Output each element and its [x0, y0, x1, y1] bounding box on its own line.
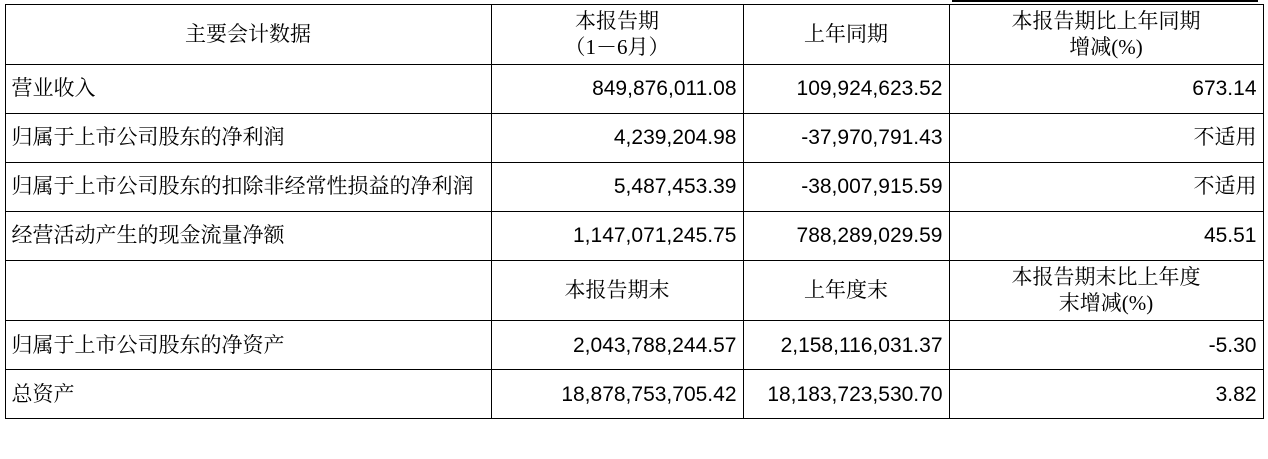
column-header-change — [949, 5, 1263, 65]
subheader-change — [949, 261, 1263, 321]
cell-net-assets-period: 2,043,788,244.57 — [491, 321, 743, 370]
row-label-net-profit: 归属于上市公司股东的净利润 — [5, 114, 491, 163]
column-header-period-line1: 本报告期 — [575, 9, 659, 33]
cell-net-profit-prev: -37,970,791.43 — [743, 114, 949, 163]
row-label-total-assets: 总资产 — [5, 370, 491, 419]
table-row — [5, 65, 1263, 114]
table-row — [5, 163, 1263, 212]
table-header-row — [5, 5, 1263, 65]
subheader-change-line2: 末增减(%) — [1058, 290, 1154, 315]
row-label-net-assets: 归属于上市公司股东的净资产 — [5, 321, 491, 370]
column-header-period — [491, 5, 743, 65]
table-row — [5, 114, 1263, 163]
cell-net-profit-change: 不适用 — [949, 114, 1263, 163]
table-subheader-row — [5, 261, 1263, 321]
cell-net-profit-deducted-prev: -38,007,915.59 — [743, 163, 949, 212]
cell-revenue-prev: 109,924,623.52 — [743, 65, 949, 114]
row-label-net-profit-deducted: 归属于上市公司股东的扣除非经常性损益的净利润 — [5, 163, 491, 212]
cell-net-profit-period: 4,239,204.98 — [491, 114, 743, 163]
cell-revenue-period: 849,876,011.08 — [491, 65, 743, 114]
column-header-change-line1: 本报告期比上年同期 — [1011, 9, 1201, 33]
column-header-change-line2: 增减(%) — [1069, 34, 1143, 59]
subheader-prev: 上年度末 — [743, 261, 949, 321]
cell-revenue-change: 673.14 — [949, 65, 1263, 114]
cell-total-assets-change: 3.82 — [949, 370, 1263, 419]
cell-operating-cashflow-change: 45.51 — [949, 212, 1263, 261]
subheader-empty-cell — [5, 261, 491, 321]
cell-total-assets-prev: 18,183,723,530.70 — [743, 370, 949, 419]
table-row — [5, 212, 1263, 261]
cell-operating-cashflow-period: 1,147,071,245.75 — [491, 212, 743, 261]
financial-summary-table — [5, 4, 1264, 419]
cell-net-assets-prev: 2,158,116,031.37 — [743, 321, 949, 370]
cell-total-assets-period: 18,878,753,705.42 — [491, 370, 743, 419]
subheader-period: 本报告期末 — [491, 261, 743, 321]
row-label-operating-cashflow: 经营活动产生的现金流量净额 — [5, 212, 491, 261]
top-rule-decoration — [952, 0, 1258, 2]
cell-net-profit-deducted-change: 不适用 — [949, 163, 1263, 212]
cell-net-profit-deducted-period: 5,487,453.39 — [491, 163, 743, 212]
row-label-revenue: 营业收入 — [5, 65, 491, 114]
table-row — [5, 370, 1263, 419]
column-header-prev: 上年同期 — [743, 5, 949, 65]
column-header-item: 主要会计数据 — [5, 5, 491, 65]
column-header-period-line2: （1－6月） — [564, 34, 670, 59]
subheader-change-line1: 本报告期末比上年度 — [1011, 265, 1201, 290]
table-row — [5, 321, 1263, 370]
cell-net-assets-change: -5.30 — [949, 321, 1263, 370]
cell-operating-cashflow-prev: 788,289,029.59 — [743, 212, 949, 261]
